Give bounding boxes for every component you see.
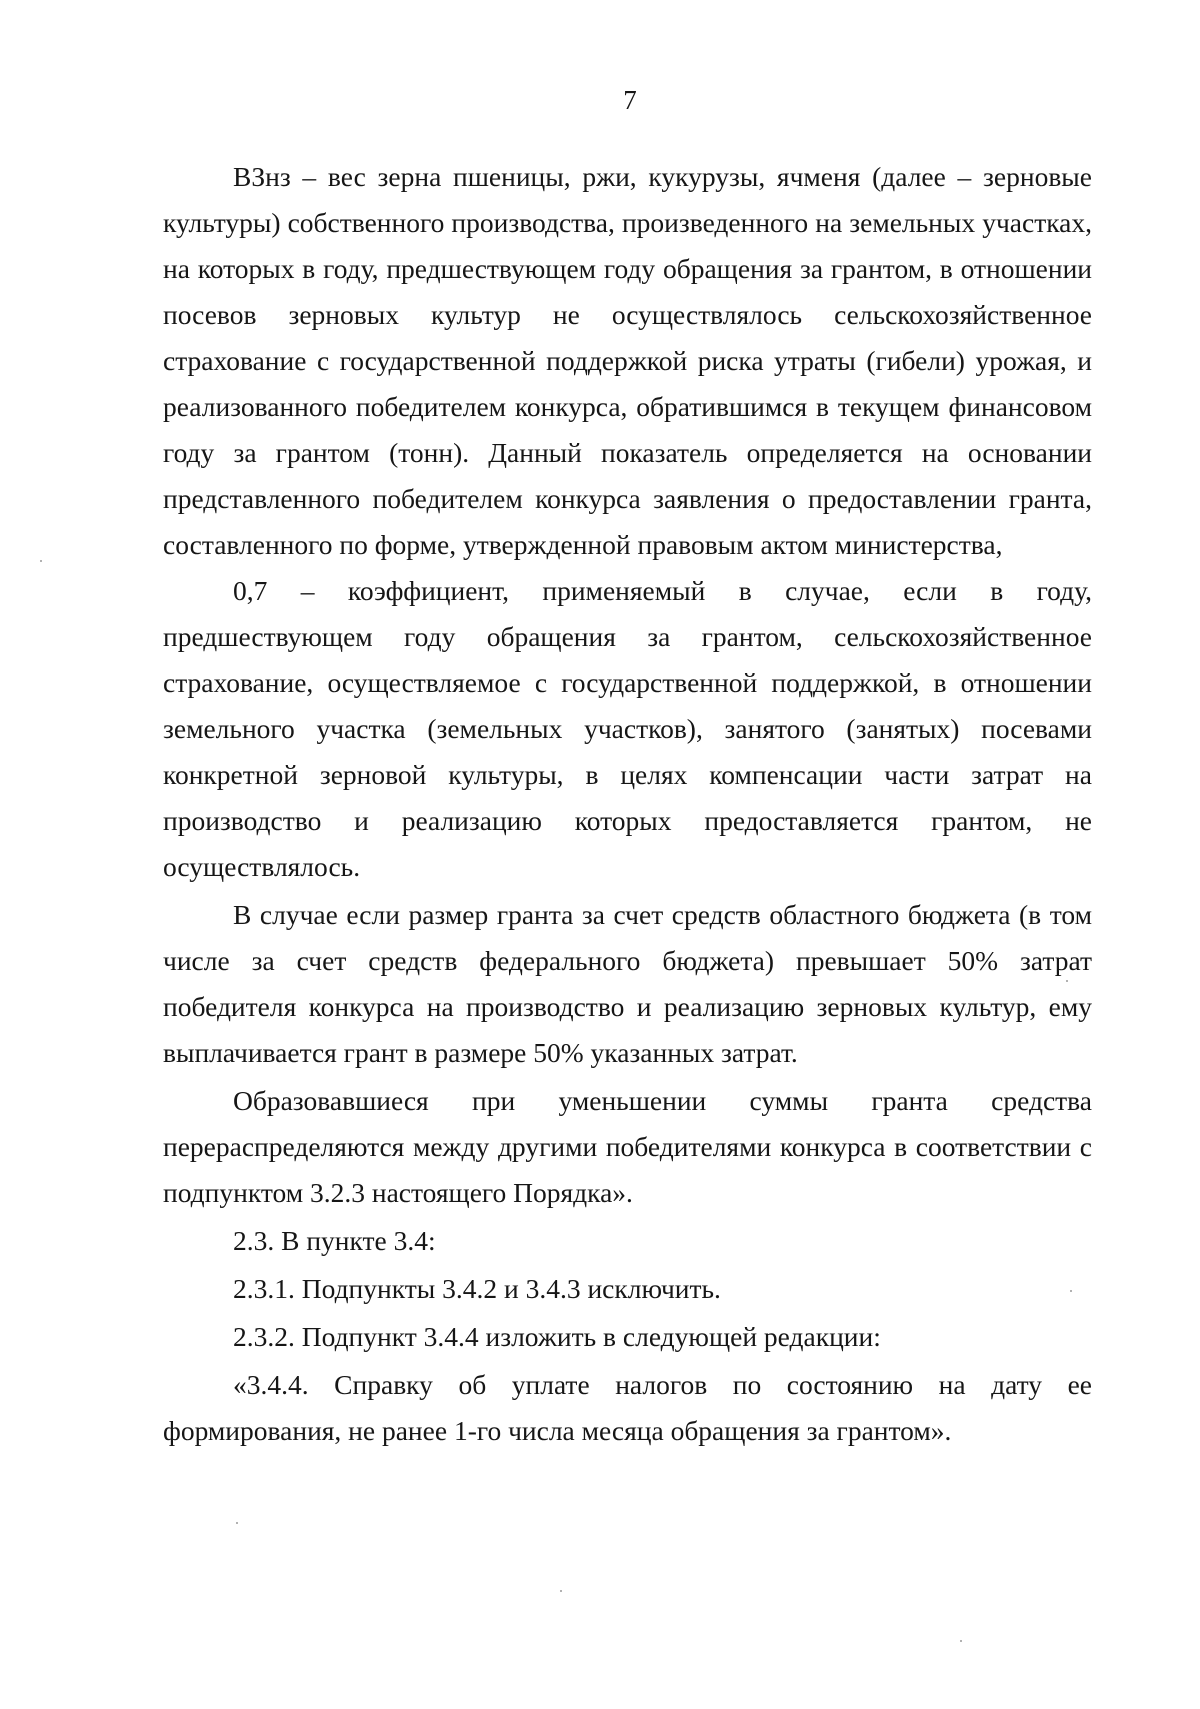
paragraph-grant-limit: В случае если размер гранта за счет средств областного бюджета (в том числе за счет средств федерального бюджета) превышает 50% затрат победителя конкурса на производство и реализацию зерновых культур, ему выплачивается грант в размере 50% указанных затрат. [163, 899, 1092, 1068]
paragraph-item-2-3-2: 2.3.2. Подпункт 3.4.4 изложить в следующей редакции: [233, 1321, 881, 1352]
paragraph-redistribution: Образовавшиеся при уменьшении суммы гранта средства перераспределяются между другими победителями конкурса в соответствии с подпунктом 3.2.3 настоящего Порядка». [163, 1085, 1092, 1208]
paragraph-item-3-4-4: «3.4.4. Справку об уплате налогов по состоянию на дату ее формирования, не ранее 1-го числа месяца обращения за грантом». [163, 1369, 1092, 1446]
paragraph-coefficient: 0,7 – коэффициент, применяемый в случае, если в году, предшествующем году обращения за грантом, сельскохозяйственное страхование, осуществляемое с государственной поддержкой, в отношении земельного участка (земельных участков), занятого (занятых) посевами конкретной зерновой культуры, в целях компенсации части затрат на производство и реализацию которых предоставляется грантом, не осуществлялось. [163, 575, 1092, 882]
scan-speck [1070, 1290, 1072, 1292]
body-text [163, 154, 1092, 1454]
paragraph-item-2-3-1: 2.3.1. Подпункты 3.4.2 и 3.4.3 исключить. [233, 1273, 721, 1304]
scan-speck [560, 1590, 562, 1592]
paragraph-item-2-3: 2.3. В пункте 3.4: [233, 1225, 436, 1256]
paragraph-vznz-definition: ВЗнз – вес зерна пшеницы, ржи, кукурузы, ячменя (далее – зерновые культуры) собственного производства, произведенного на земельных участках, на которых в году, предшествующем году обращения за грантом, в отношении посевов зерновых культур не осуществлялось сельскохозяйственное страхование с государственной поддержкой риска утраты (гибели) урожая, и реализованного победителем конкурса, обратившимся в текущем финансовом году за грантом (тонн). Данный показатель определяется на основании представленного победителем конкурса заявления о предоставлении гранта, составленного по форме, утвержденной правовым актом министерства, [163, 161, 1092, 560]
scan-speck [40, 560, 42, 562]
scan-speck [960, 1640, 962, 1642]
page-number: 7 [623, 85, 637, 115]
scan-speck [1066, 980, 1068, 982]
scan-speck [236, 1522, 238, 1524]
